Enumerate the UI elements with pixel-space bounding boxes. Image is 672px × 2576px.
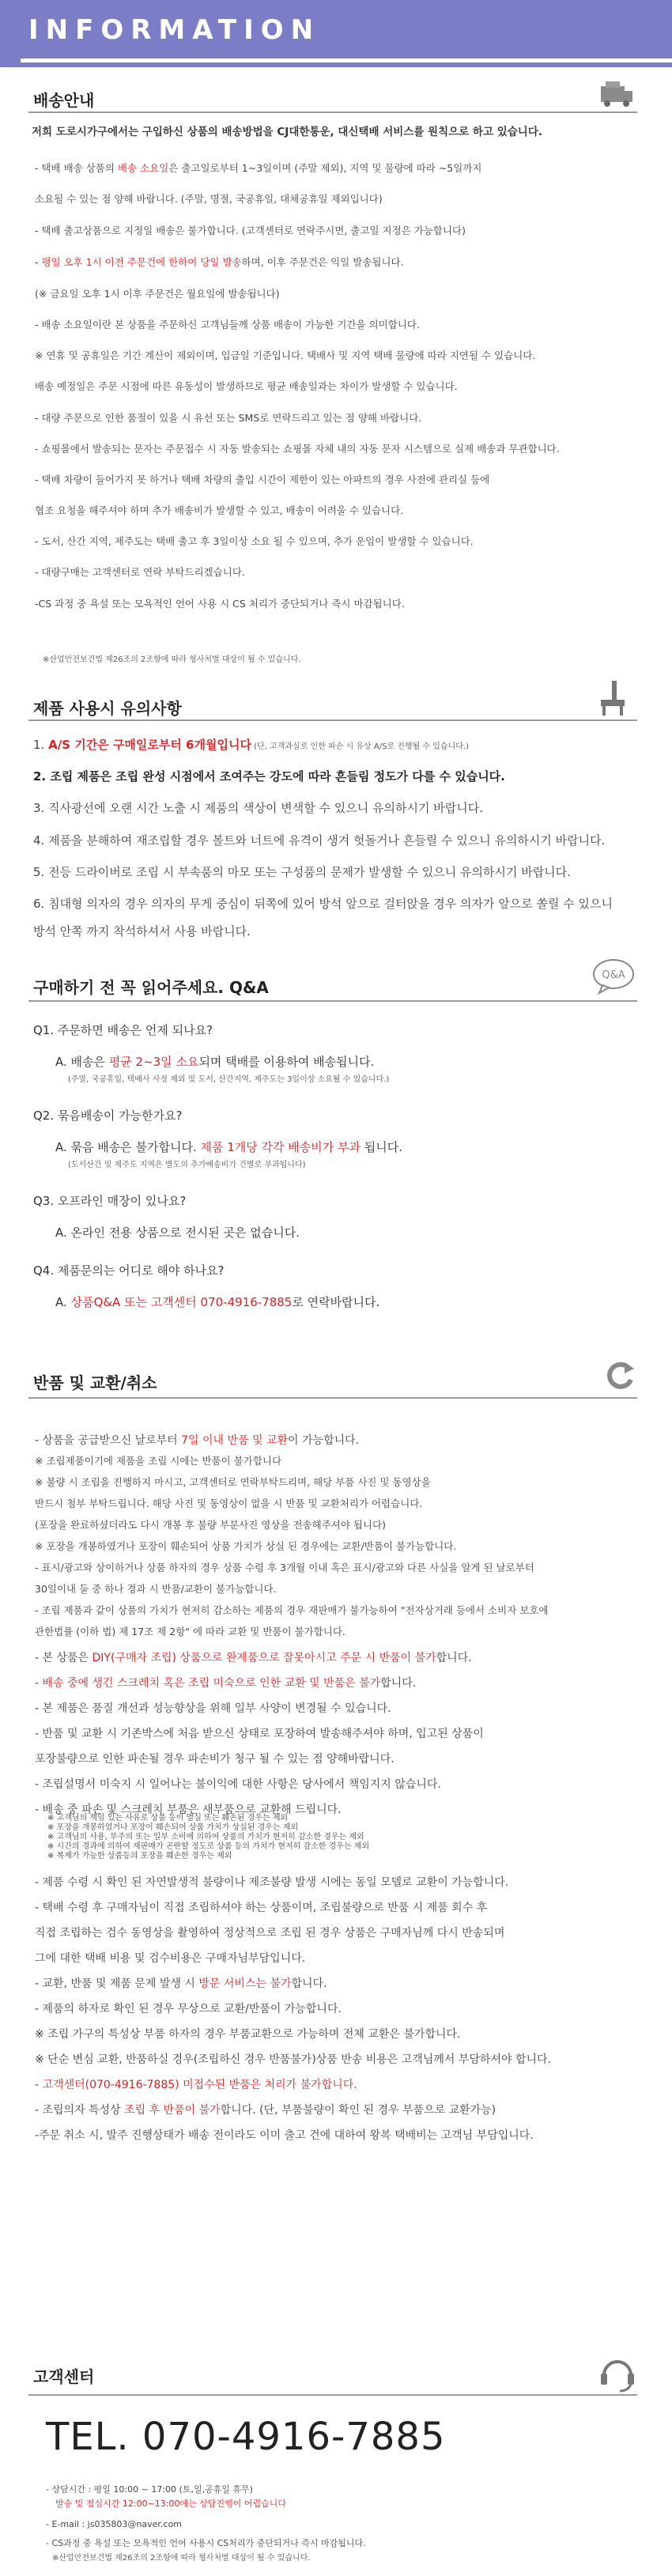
qa-answer-highlight: 제품 1개당 각각 배송비가 부과 xyxy=(200,1140,361,1154)
shipping-title: 배송안내 xyxy=(33,91,95,110)
shipping-item xyxy=(35,565,245,579)
qa-answer-text-after: 됩니다. xyxy=(361,1140,403,1154)
returns-item-text: ※ 시간의 경과에 의하여 재판매가 곤란할 정도로 상품 등의 가치가 현저히 감소한 경우는 제외 xyxy=(47,1842,370,1851)
shipping-item-text: - 도서, 산간 지역, 제주도는 택배 출고 후 3일이상 소요 될 수 있으며, 추가 운임이 발생할 수 있습니다. xyxy=(35,535,474,547)
returns-item xyxy=(35,1924,504,1940)
returns-item xyxy=(35,1899,487,1915)
returns-item xyxy=(35,1517,386,1532)
returns-item-highlight: 조립 후 반품이 불가 xyxy=(124,2104,221,2117)
caution-item-highlight: A/S 기간은 구매일로부터 6개월입니다 xyxy=(48,738,251,752)
shipping-item-text-after: 은 출고일로부터 1~3일이며 (주말 제외), 지역 및 물량에 따라 ~5일까지 xyxy=(168,162,482,174)
returns-item xyxy=(35,1975,327,1991)
returns-item-text: ※ 고객님의 사용, 부주의 또는 일부 소비에 의하여 상품의 가치가 현저히 감소한 경우는 제외 xyxy=(47,1833,364,1841)
shipping-item-text: - 택배 배송 상품의 xyxy=(35,162,118,174)
contact-hours: - 상담시간 : 평일 10:00 ~ 17:00 (토,일,공휴일 휴무) xyxy=(46,2484,253,2495)
returns-item-text: ※ 고객님의 책임 있는 사유로 상품 등이 멸실 또는 훼손된 경우는 제외 xyxy=(47,1814,289,1822)
qa-note: (주말, 국공휴일, 택배사 사정 제외 및 도서, 산간지역, 제주도는 3일이상 소요될 수 있습니다.) xyxy=(68,1075,390,1084)
caution-item-text: 3. 직사광선에 오랜 시간 노출 시 제품의 색상이 변색할 수 있으니 유의하시기 바랍니다. xyxy=(33,801,483,815)
refresh-icon xyxy=(602,1358,637,1392)
returns-item-text-after: 합니다. (단, 부품불량이 확인 된 경우 부품으로 교환가능) xyxy=(220,2104,496,2117)
returns-item-text: 반드시 첨부 부탁드립니다. 해당 사진 및 동영상이 없을 시 반품 및 교환처리가 어렵습니다. xyxy=(35,1498,423,1509)
caution-title: 제품 사용시 유의사항 xyxy=(33,699,182,718)
shipping-item xyxy=(35,596,405,610)
caution-item-text: 4. 제품을 분해하여 재조립할 경우 볼트와 너트에 유격이 생겨 헛돌거나 흔들릴 수 있으니 유의하시기 바랍니다. xyxy=(33,833,606,848)
returns-divider xyxy=(28,1397,637,1399)
returns-item-text: -주문 취소 시, 발주 진행상태가 배송 전이라도 이미 출고 건에 대하여 왕복 택배비는 고객님 부담입니다. xyxy=(35,2129,534,2142)
qa-answer-text: A. 배송은 xyxy=(55,1055,109,1069)
returns-item-text: 포장불량으로 인한 파손될 경우 파손비가 청구 될 수 있는 점 양해바랍니다. xyxy=(35,1753,395,1766)
header-underline xyxy=(21,59,672,62)
shipping-divider xyxy=(28,111,637,113)
qa-answer-text: A. xyxy=(55,1295,71,1309)
returns-item-text: - 상품을 공급받으신 날로부터 xyxy=(35,1434,182,1447)
shipping-item-text: ※ 연휴 및 공휴일은 기간 계산이 제외이며, 입금일 기준입니다. 택배사 및 지역 택배 물량에 따라 지연될 수 있습니다. xyxy=(35,349,536,361)
shipping-item-text: - 대량구매는 고객센터로 연락 부탁드리겠습니다. xyxy=(35,566,245,578)
returns-item xyxy=(35,2000,342,2016)
shipping-item-text: 소요될 수 있는 점 양해 바랍니다. (주말, 명절, 국공휴일, 대체공휴일 제외입니다) xyxy=(35,193,383,205)
returns-item xyxy=(35,2127,534,2143)
returns-item-text-after: 합니다. xyxy=(291,1977,327,1990)
returns-item xyxy=(35,1725,484,1741)
returns-section xyxy=(0,1373,672,2363)
returns-title: 반품 및 교환/취소 xyxy=(33,1373,157,1392)
caution-item xyxy=(33,895,613,912)
caution-item xyxy=(33,863,571,880)
qa-answer xyxy=(55,1053,374,1070)
shipping-item-text: 배송 예정일은 주문 시점에 따른 유동성이 발생하므로 평균 배송일과는 차이가 발생할 수 있습니다. xyxy=(35,380,458,392)
returns-item-text: 그에 대한 택배 비용 및 검수비용은 구매자님부담입니다. xyxy=(35,1952,306,1965)
returns-item-text-after: 합니다. xyxy=(436,1652,472,1664)
shipping-item xyxy=(35,503,403,517)
returns-item-highlight: 배송 중에 생긴 스크레치 혹은 조립 미숙으로 인한 교환 및 반품은 불가 xyxy=(42,1677,381,1690)
qa-title: 구매하기 전 꼭 읽어주세요. Q&A xyxy=(33,978,269,997)
caution-section xyxy=(0,699,672,1004)
qa-answer xyxy=(55,1224,300,1241)
qa-bubble-icon xyxy=(591,957,636,995)
returns-item-text: ※ 조립제품이기에 제품을 조립 시에는 반품이 불가합니다 xyxy=(35,1455,282,1467)
returns-item xyxy=(35,1496,422,1510)
returns-item-text-after: 이 가능합니다. xyxy=(288,1434,360,1447)
returns-item-text: - 제품의 하자로 확인 된 경우 무상으로 교환/반품이 가능합니다. xyxy=(35,2003,342,2015)
contact-hours-note: 발송 및 점심시간 12:00~13:00에는 상담진행이 어렵습니다 xyxy=(55,2499,286,2509)
returns-item xyxy=(35,1874,508,1890)
returns-item-text: 직접 조립하는 검수 동영상을 촬영하여 정상적으로 조립 된 경우 상품은 구매자님께 다시 반송되며 xyxy=(35,1927,505,1940)
returns-item xyxy=(35,1603,548,1617)
qa-answer-highlight: 평균 2~3일 소요 xyxy=(108,1055,199,1069)
caution-item-text: 1. xyxy=(33,738,49,752)
contact-email: - E-mail : js035803@naver.com xyxy=(46,2519,182,2529)
returns-item xyxy=(35,1432,359,1448)
caution-item xyxy=(33,923,251,939)
shipping-item xyxy=(35,379,458,393)
returns-item-text: - 교환, 반품 및 제품 문제 발생 시 xyxy=(35,1977,199,1990)
returns-item-text-after: 합니다. xyxy=(380,1677,417,1690)
header-title: INFORMATION xyxy=(28,14,321,46)
delivery-box-icon xyxy=(598,77,634,108)
returns-item-text: - 택배 수령 후 구매자님이 직접 조립하셔야 하는 상품이며, 조립불량으로 반품 시 제품 회수 후 xyxy=(35,1902,488,1914)
returns-item xyxy=(35,2026,460,2042)
shipping-item-text: -CS 과정 중 욕설 또는 모욕적인 언어 사용 시 CS 처리가 중단되거나 즉시 마감됩니다. xyxy=(35,598,405,610)
returns-item-highlight: 고객센터(070-4916-7885) 미접수된 반품은 처리가 불가합니다. xyxy=(42,2079,357,2091)
shipping-item-text-after: 하며, 이후 주문건은 익일 발송됩니다. xyxy=(241,256,404,268)
returns-item-text: 30일이내 둘 중 하나 경과 시 반품/교환이 불가능합니다. xyxy=(35,1583,277,1595)
shipping-item xyxy=(35,286,280,300)
returns-item xyxy=(35,2051,551,2067)
contact-section xyxy=(0,2363,672,2568)
shipping-item-text: (※ 금요일 오후 1시 이후 주문건은 월요일에 발송됩니다) xyxy=(35,288,280,300)
shipping-item xyxy=(35,410,421,425)
returns-item-text: ※ 포장을 개봉하였거나 포장이 훼손되어 상품 가치가 상실 된 경우에는 교환/반품이 불가능합니다. xyxy=(35,1540,457,1552)
returns-item-text: - 배송 중 파손 및 스크레치 부품은 새부품으로 교환해 드립니다. xyxy=(35,1804,342,1816)
contact-footnote: ※산업안전보건법 제26조의 2조항에 따라 형사처벌 대상이 될 수 있습니다. xyxy=(52,2554,311,2563)
qa-note: (도서산간 및 제주도 지역은 별도의 추가배송비가 건별로 부과됩니다) xyxy=(68,1161,306,1169)
shipping-item-text: - 배송 소요일이란 본 상품을 주문하신 고객님들께 상품 배송이 가능한 기간을 의미합니다. xyxy=(35,319,420,330)
headset-icon xyxy=(599,2353,636,2394)
returns-item-highlight: DIY(구매자 조립) 상품으로 완제품으로 잘못아시고 주문 시 반품이 불가 xyxy=(92,1652,436,1664)
returns-item-text: - 제품 수령 시 확인 된 자연발생적 불량이나 제조불량 발생 시에는 동일 모델로 교환이 가능합니다. xyxy=(35,1876,509,1889)
qa-question: Q1. 주문하면 배송은 언제 되나요? xyxy=(33,1023,213,1037)
shipping-item-text: - 택배 차량이 들어가지 못 하거나 택배 차량의 출입 시간이 제한이 있는 아파트의 경우 사전에 관리실 등에 xyxy=(35,474,490,485)
returns-item-text: - 조립 제품과 같이 상품의 가치가 현저히 감소하는 제품의 경우 재판매가 불가능하여 "전자상거래 등에서 소비자 보호에 xyxy=(35,1604,549,1616)
shipping-item-text: - xyxy=(35,256,42,268)
qa-answer xyxy=(55,1139,402,1155)
shipping-item xyxy=(35,534,474,548)
caution-divider xyxy=(28,720,637,721)
returns-item xyxy=(35,1453,281,1467)
returns-item xyxy=(35,1950,305,1966)
returns-item-text: - xyxy=(35,1677,43,1690)
shipping-item xyxy=(35,472,489,486)
returns-item-text: - 조립설명서 미숙지 시 일어나는 불이익에 대한 사항은 당사에서 책임지지 않습니다. xyxy=(35,1778,441,1791)
shipping-item-highlight: 배송 소요일 xyxy=(117,162,169,174)
shipping-item-text: - 쇼핑몰에서 발송되는 문자는 주문접수 시 자동 발송되는 쇼핑몰 자체 내의 자동 문자 시스템으로 실제 배송과 무관합니다. xyxy=(35,443,560,455)
returns-item xyxy=(35,1776,441,1792)
qa-question: Q2. 묶음배송이 가능한가요? xyxy=(33,1109,183,1123)
returns-item xyxy=(35,2076,357,2092)
qa-icon-label: Q&A xyxy=(602,969,625,981)
shipping-item xyxy=(35,348,535,362)
shipping-footnote: ※산업안전보건법 제26조의 2조항에 따라 형사처벌 대상이 될 수 있습니다. xyxy=(43,655,301,664)
returns-item xyxy=(35,1581,276,1596)
shipping-item xyxy=(35,317,420,331)
shipping-item xyxy=(35,161,481,175)
qa-question: Q3. 오프라인 매장이 있나요? xyxy=(33,1194,187,1208)
returns-item xyxy=(35,2102,496,2117)
returns-item-text: ※ 단순 변심 교환, 반품하실 경우(조립하신 경우 반품불가)상품 반송 비용은 고객님께서 부담하셔야 합니다. xyxy=(35,2053,551,2066)
qa-answer-text-after: 되며 택배를 이용하여 배송됩니다. xyxy=(198,1055,375,1069)
caution-item-note: (단, 고객과실로 인한 파손 시 유상 A/S로 진행될 수 있습니다.) xyxy=(251,742,469,751)
returns-item xyxy=(35,1649,472,1665)
returns-item-highlight: 방문 서비스는 불가 xyxy=(198,1977,292,1990)
contact-divider xyxy=(28,2394,637,2396)
returns-item-text: (포장을 완료하셨더라도 다시 개봉 후 불량 부분사진 영상을 전송해주셔야 됩니다) xyxy=(35,1519,386,1531)
returns-item xyxy=(35,1475,431,1489)
returns-item xyxy=(47,1849,232,1860)
caution-item xyxy=(33,768,505,784)
qa-answer xyxy=(55,1294,379,1310)
shipping-item xyxy=(35,223,466,237)
returns-item-text: - 본 상품은 xyxy=(35,1652,92,1664)
shipping-item xyxy=(35,255,404,269)
returns-item-text: - 조립의자 특성상 xyxy=(35,2104,125,2117)
returns-item xyxy=(35,1700,391,1716)
returns-item-text: - 본 제품은 품질 개선과 성능향상을 위해 일부 사양이 변경될 수 있습니다. xyxy=(35,1702,391,1715)
shipping-item-text: 협조 요청을 해주셔야 하며 추가 배송비가 발생할 수 있고, 배송이 어려울 수 있습니다. xyxy=(35,504,404,516)
returns-item xyxy=(35,1624,345,1638)
shipping-item-text: - 대량 주문으로 인한 품절이 있을 시 유선 또는 SMS로 연락드리고 있는 점 양해 바랍니다. xyxy=(35,412,422,424)
qa-question: Q4. 제품문의는 어디로 해야 하나요? xyxy=(33,1263,225,1278)
caution-item xyxy=(33,799,483,816)
returns-item-text: 관한법률 (이하 법) 제 17조 제 2항" 에 따라 교환 및 반품이 불가합니다. xyxy=(35,1626,345,1637)
chair-icon xyxy=(595,678,632,717)
qa-divider xyxy=(28,1000,637,1002)
returns-item-text: - 반품 및 교환 시 기존박스에 처음 받으신 상태로 포장하여 발송해주셔야 하며, 입고된 상품이 xyxy=(35,1728,484,1740)
shipping-item-text: - 택배 출고상품으로 지정일 배송은 불가합니다. (고객센터로 연락주시면, 출고일 지정은 가능합니다) xyxy=(35,225,466,236)
qa-answer-text: A. 묶음 배송은 불가합니다. xyxy=(55,1140,201,1154)
qa-answer-text-after: 로 연락바랍니다. xyxy=(292,1295,380,1309)
caution-item xyxy=(33,832,605,848)
qa-answer-highlight: 상품Q&A 또는 고객센터 070-4916-7885 xyxy=(70,1295,293,1309)
returns-item-text: ※ 복제가 가능한 상품등의 포장을 훼손한 경우는 제외 xyxy=(47,1852,232,1860)
caution-item-text: 방석 안쪽 까지 착석하셔서 사용 바랍니다. xyxy=(33,924,251,939)
caution-item xyxy=(33,736,469,753)
shipping-section xyxy=(0,67,672,723)
shipping-item xyxy=(35,191,383,206)
returns-item xyxy=(35,1539,456,1553)
contact-phone: TEL. 070-4916-7885 xyxy=(46,2415,446,2459)
returns-item-text: ※ 조립 가구의 특성상 부품 하자의 경우 부품교환으로 가능하며 전체 교환은 불가합니다. xyxy=(35,2028,461,2041)
returns-item xyxy=(35,1560,534,1574)
caution-item-text: 5. 전등 드라이버로 조립 시 부속품의 마모 또는 구성품의 문제가 발생할 수 있으니 유의하시기 바랍니다. xyxy=(33,865,571,879)
shipping-item xyxy=(35,441,560,455)
shipping-intro: 저희 도로시가구에서는 구입하신 상품의 배송방법을 CJ대한통운, 대신택배 서비스를 원칙으로 하고 있습니다. xyxy=(32,126,542,138)
caution-item-text: 2. 조립 제품은 조립 완성 시점에서 조여주는 강도에 따라 흔들림 정도가 다를 수 있습니다. xyxy=(33,769,505,784)
returns-item-text: ※ 포장을 개봉하였거나 포장이 훼손되어 상품 가치가 상실된 경우는 제외 xyxy=(47,1823,299,1832)
contact-cs-note: - CS과정 중 욕설 또는 모욕적인 언어 사용시 CS처리가 중단되거나 즉시 마감됩니다. xyxy=(46,2538,366,2548)
returns-item xyxy=(35,1675,416,1690)
qa-answer-text: A. 온라인 전용 상품으로 전시된 곳은 없습니다. xyxy=(55,1226,300,1240)
returns-item-text: - xyxy=(35,2079,43,2091)
returns-item-text: - 표시/광고와 상이하거나 상품 하자의 경우 상품 수령 후 3개월 이내 혹은 표시/광고와 다른 사실을 알게 된 날로부터 xyxy=(35,1562,534,1573)
page-header xyxy=(0,0,672,67)
caution-item-text: 6. 침대형 의자의 경우 의자의 무게 중심이 뒤쪽에 있어 방석 앞으로 걸터앉을 경우 의자가 앞으로 쏠릴 수 있으니 xyxy=(33,897,613,911)
returns-item xyxy=(35,1751,395,1766)
shipping-item-highlight: 평일 오후 1시 이전 주문건에 한하여 당일 발송 xyxy=(41,256,242,268)
returns-item-highlight: 7일 이내 반품 및 교환 xyxy=(181,1434,289,1447)
returns-item-text: ※ 불량 시 조립을 진행하지 마시고, 고객센터로 연락부탁드리며, 해당 부품 사진 및 동영상을 xyxy=(35,1476,431,1488)
contact-title: 고객센터 xyxy=(33,2367,95,2386)
